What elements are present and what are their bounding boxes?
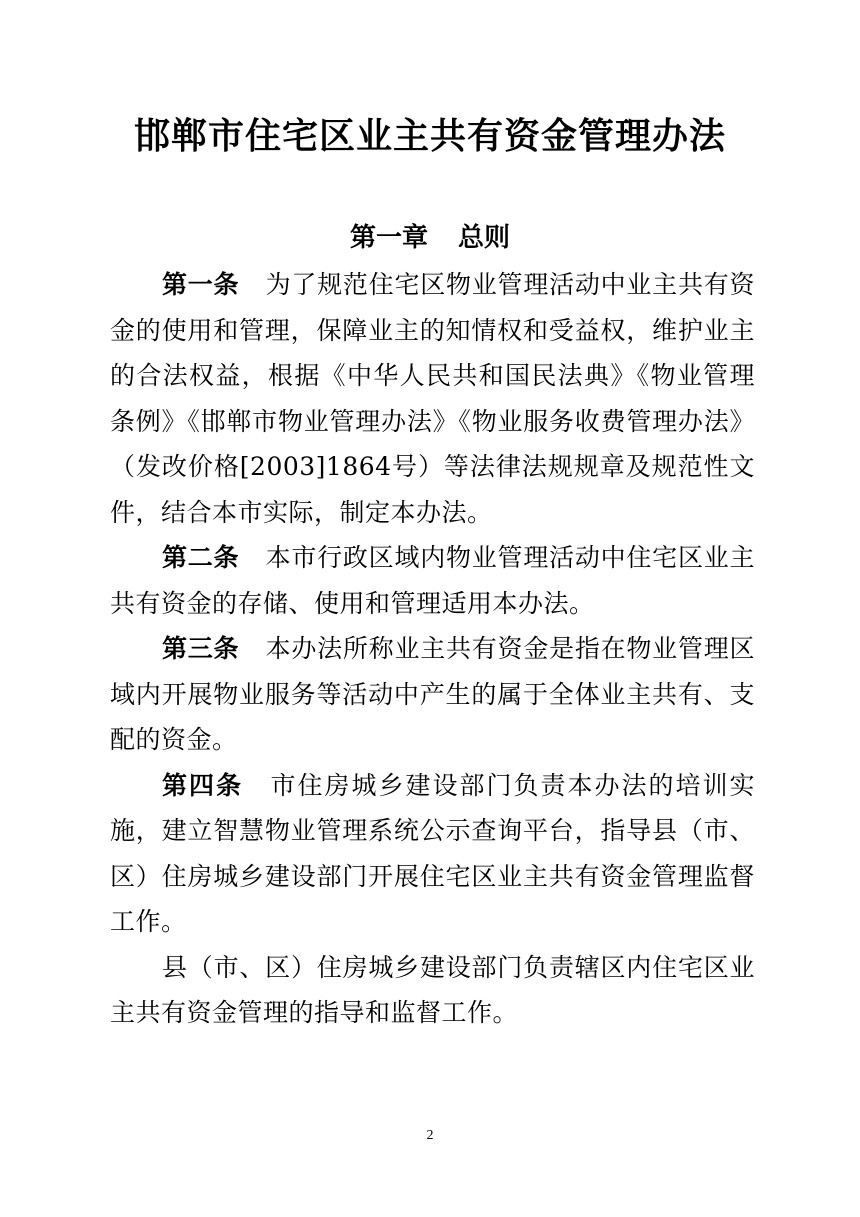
document-body [110, 262, 755, 1036]
article-text: 市住房城乡建设部门负责本办法的培训实施，建立智慧物业管理系统公示查询平台，指导县（市、区）住房城乡建设部门开展住宅区业主共有资金管理监督工作。 [110, 770, 755, 936]
chapter-name: 总则 [458, 223, 511, 253]
article-number: 第二条 [162, 543, 240, 572]
article-4-paragraph-2 [110, 945, 755, 1036]
article-text: 本市行政区域内物业管理活动中住宅区业主共有资金的存储、使用和管理适用本办法。 [110, 543, 755, 618]
document-title: 邯郸市住宅区业主共有资金管理办法 [133, 115, 726, 157]
article-2 [110, 535, 755, 626]
chapter-heading [0, 216, 860, 260]
article-3 [110, 626, 755, 763]
chapter-number: 第一章 [349, 223, 428, 253]
article-number: 第四条 [162, 770, 243, 800]
page-number: 2 [426, 1128, 434, 1143]
paragraph-text: 县（市、区）住房城乡建设部门负责辖区内住宅区业主共有资金管理的指导和监督工作。 [110, 952, 755, 1027]
article-text: 为了规范住宅区物业管理活动中业主共有资金的使用和管理，保障业主的知情权和受益权，维护业主的合法权益，根据《中华人民共和国民法典》《物业管理条例》《邯郸市物业管理办法》《物业服务收费管理办法》（发改价格[2003]1864号）等法律法规规章及规范性文件，结合本市实际，制定本办法。 [110, 270, 755, 527]
article-1 [110, 262, 755, 535]
article-number: 第一条 [162, 270, 240, 299]
article-4 [110, 763, 755, 945]
article-text: 本办法所称业主共有资金是指在物业管理区域内开展物业服务等活动中产生的属于全体业主共有、支配的资金。 [110, 634, 755, 754]
article-number: 第三条 [162, 634, 240, 663]
